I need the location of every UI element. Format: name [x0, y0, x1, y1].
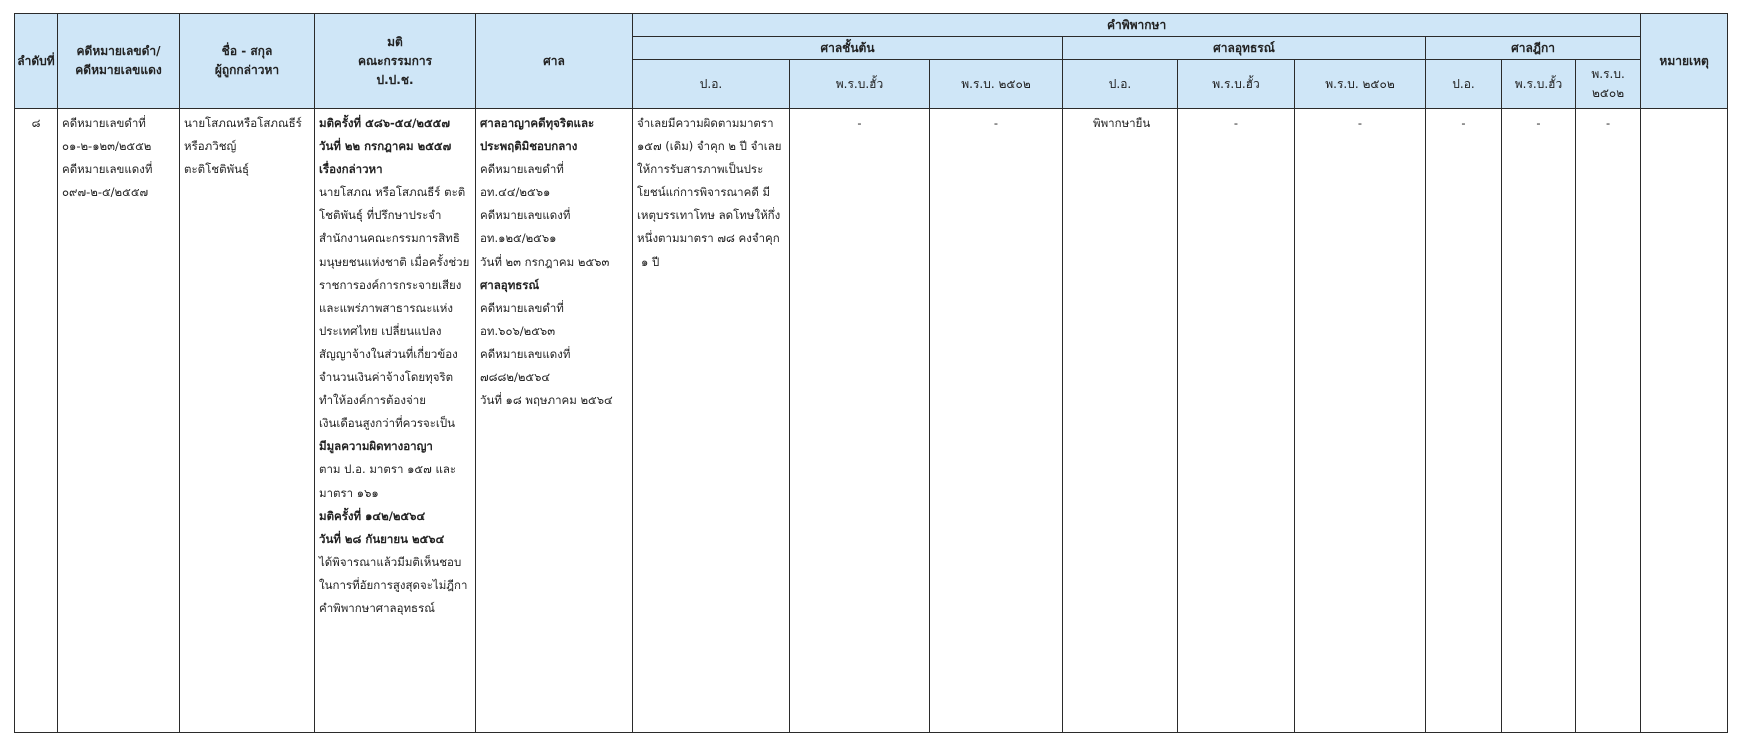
name-line: นายโสภณหรือโสภณธีร์ [184, 116, 302, 130]
row-sc-bribery: - [1502, 109, 1576, 733]
resolution-line: มติครั้งที่ ๕๘๖-๕๔/๒๕๕๗ [319, 116, 451, 130]
header-ap-bribery: พ.ร.บ.ฮั้ว [1178, 60, 1295, 109]
resolution-line: มีมูลความผิดทางอาญา [319, 439, 433, 454]
case-line: ๐๑-๒-๑๒๓/๒๕๕๒ [62, 139, 152, 154]
court-line: วันที่ ๑๘ พฤษภาคม ๒๕๖๔ [480, 393, 613, 408]
fi-pa-line: เหตุบรรเทาโทษ ลดโทษให้กึ่ง [637, 208, 781, 223]
resolution-line: สำนักงานคณะกรรมการสิทธิ [319, 231, 460, 246]
header-judgment: คำพิพากษา [633, 14, 1641, 37]
judgment-table [14, 13, 1728, 733]
table-row [15, 109, 1728, 733]
row-fi-act2502: - [930, 109, 1063, 733]
header-case-no-line1: คดีหมายเลขดำ/ [76, 44, 161, 58]
row-ap-act2502: - [1295, 109, 1426, 733]
row-fi-bribery: - [790, 109, 930, 733]
header-fi-pa: ป.อ. [633, 60, 790, 109]
court-line: ศาลอาญาคดีทุจริตและ [480, 116, 595, 130]
header-name-line2: ผู้ถูกกล่าวหา [214, 63, 280, 77]
resolution-line: มาตรา ๑๖๑ [319, 485, 379, 500]
header-resolution [315, 14, 476, 109]
header-supreme: ศาลฎีกา [1426, 37, 1641, 60]
fi-pa-line: ให้การรับสารภาพเป็นประ [637, 162, 764, 177]
court-line: วันที่ ๒๓ กรกฎาคม ๒๕๖๓ [480, 254, 610, 269]
case-line: คดีหมายเลขแดงที่ [62, 162, 153, 177]
resolution-line: สัญญาจ้างในส่วนที่เกี่ยวข้อง [319, 346, 458, 361]
row-fi-pa [633, 109, 790, 733]
case-line: คดีหมายเลขดำที่ [62, 116, 146, 130]
resolution-line: ได้พิจารณาแล้วมีมติเห็นชอบ [319, 554, 462, 569]
header-sc-act2502 [1576, 60, 1641, 109]
fi-pa-line: จำเลยมีความผิดตามมาตรา [637, 116, 774, 130]
row-sc-pa: - [1426, 109, 1502, 733]
header-sc-act2502-line1: พ.ร.บ. [1591, 67, 1625, 81]
fi-pa-line: ๑ ปี [641, 254, 660, 269]
resolution-line: ราชการองค์การกระจายเสียง [319, 277, 462, 292]
header-sc-bribery: พ.ร.บ.ฮั้ว [1502, 60, 1576, 109]
court-line: คดีหมายเลขดำที่ [480, 162, 564, 177]
appeal-pa-text: พิพากษายืน [1093, 116, 1151, 130]
header-name [180, 14, 315, 109]
row-name [180, 109, 315, 733]
header-ap-act2502: พ.ร.บ. ๒๕๐๒ [1295, 60, 1426, 109]
resolution-line: และแพร่ภาพสาธารณะแห่ง [319, 300, 454, 315]
row-resolution [315, 109, 476, 733]
resolution-line: เงินเดือนสูงกว่าที่ควรจะเป็น [319, 416, 456, 431]
resolution-line: ตาม ป.อ. มาตรา ๑๕๗ และ [319, 462, 457, 477]
resolution-line: ทำให้องค์การต้องจ่าย [319, 393, 426, 408]
header-court: ศาล [476, 14, 633, 109]
header-fi-bribery: พ.ร.บ.ฮั้ว [790, 60, 930, 109]
court-line: คดีหมายเลขแดงที่ [480, 208, 571, 223]
row-remark [1641, 109, 1728, 733]
resolution-line: โชติพันธุ์ ที่ปรึกษาประจำ [319, 208, 442, 223]
header-ap-pa: ป.อ. [1063, 60, 1178, 109]
header-first-instance: ศาลชั้นต้น [633, 37, 1063, 60]
court-line: คดีหมายเลขแดงที่ [480, 346, 571, 361]
row-court [476, 109, 633, 733]
header-case-no [58, 14, 180, 109]
resolution-line: เรื่องกล่าวหา [319, 162, 383, 177]
case-line: ๐๙๗-๒-๕/๒๕๕๗ [62, 185, 149, 200]
header-sc-pa: ป.อ. [1426, 60, 1502, 109]
row-no: ๘ [15, 109, 58, 733]
court-line: ๗๘๘๒/๒๕๖๔ [480, 370, 551, 385]
resolution-line: มนุษยชนแห่งชาติ เมื่อครั้งช่วย [319, 254, 470, 269]
resolution-line: ในการที่อัยการสูงสุดจะไม่ฎีกา [319, 577, 468, 592]
row-sc-act2502: - [1576, 109, 1641, 733]
fi-pa-line: โยชน์แก่การพิจารณาคดี มี [637, 185, 771, 200]
name-line: หรือภวิชญ์ [184, 139, 237, 154]
row-ap-pa [1063, 109, 1178, 733]
header-resolution-line1: มติ [387, 34, 403, 49]
fi-pa-line: หนึ่งตามมาตรา ๗๘ คงจำคุก [637, 231, 780, 246]
resolution-line: วันที่ ๒๒ กรกฎาคม ๒๕๕๗ [319, 139, 452, 154]
resolution-line: จำนวนเงินค่าจ้างโดยทุจริต [319, 370, 454, 385]
resolution-line: ประเทศไทย เปลี่ยนแปลง [319, 323, 442, 338]
fi-pa-line: ๑๕๗ (เดิม) จำคุก ๒ ปี จำเลย [637, 139, 782, 154]
court-line: อท.๑๒๕/๒๕๖๑ [480, 231, 557, 246]
header-name-line1: ชื่อ - สกุล [221, 44, 273, 58]
court-line: อท.๖๐๖/๒๕๖๓ [480, 323, 556, 338]
header-sc-act2502-line2: ๒๕๐๒ [1591, 86, 1625, 100]
header-no: ลำดับที่ [15, 14, 58, 109]
court-line: อท.๔๔/๒๕๖๑ [480, 185, 551, 200]
court-line: คดีหมายเลขดำที่ [480, 300, 564, 315]
header-appeal: ศาลอุทธรณ์ [1063, 37, 1426, 60]
resolution-line: มติครั้งที่ ๑๔๒/๒๕๖๔ [319, 508, 426, 523]
header-resolution-line3: ป.ป.ช. [376, 72, 414, 87]
resolution-line: วันที่ ๒๘ กันยายน ๒๕๖๔ [319, 531, 445, 546]
header-fi-act2502: พ.ร.บ. ๒๕๐๒ [930, 60, 1063, 109]
judgment-table-wrapper [14, 13, 1727, 733]
row-case-no [58, 109, 180, 733]
header-remark: หมายเหตุ [1641, 14, 1728, 109]
court-line: ประพฤติมิชอบกลาง [480, 139, 578, 154]
row-ap-bribery: - [1178, 109, 1295, 733]
header-resolution-line2: คณะกรรมการ [357, 53, 433, 68]
name-line: ตะติโชติพันธุ์ [184, 162, 250, 177]
resolution-line: นายโสภณ หรือโสภณธีร์ ตะติ [319, 185, 466, 200]
court-line: ศาลอุทธรณ์ [480, 277, 540, 292]
resolution-line: คำพิพากษาศาลอุทธรณ์ [319, 600, 435, 615]
header-case-no-line2: คดีหมายเลขแดง [75, 63, 162, 77]
